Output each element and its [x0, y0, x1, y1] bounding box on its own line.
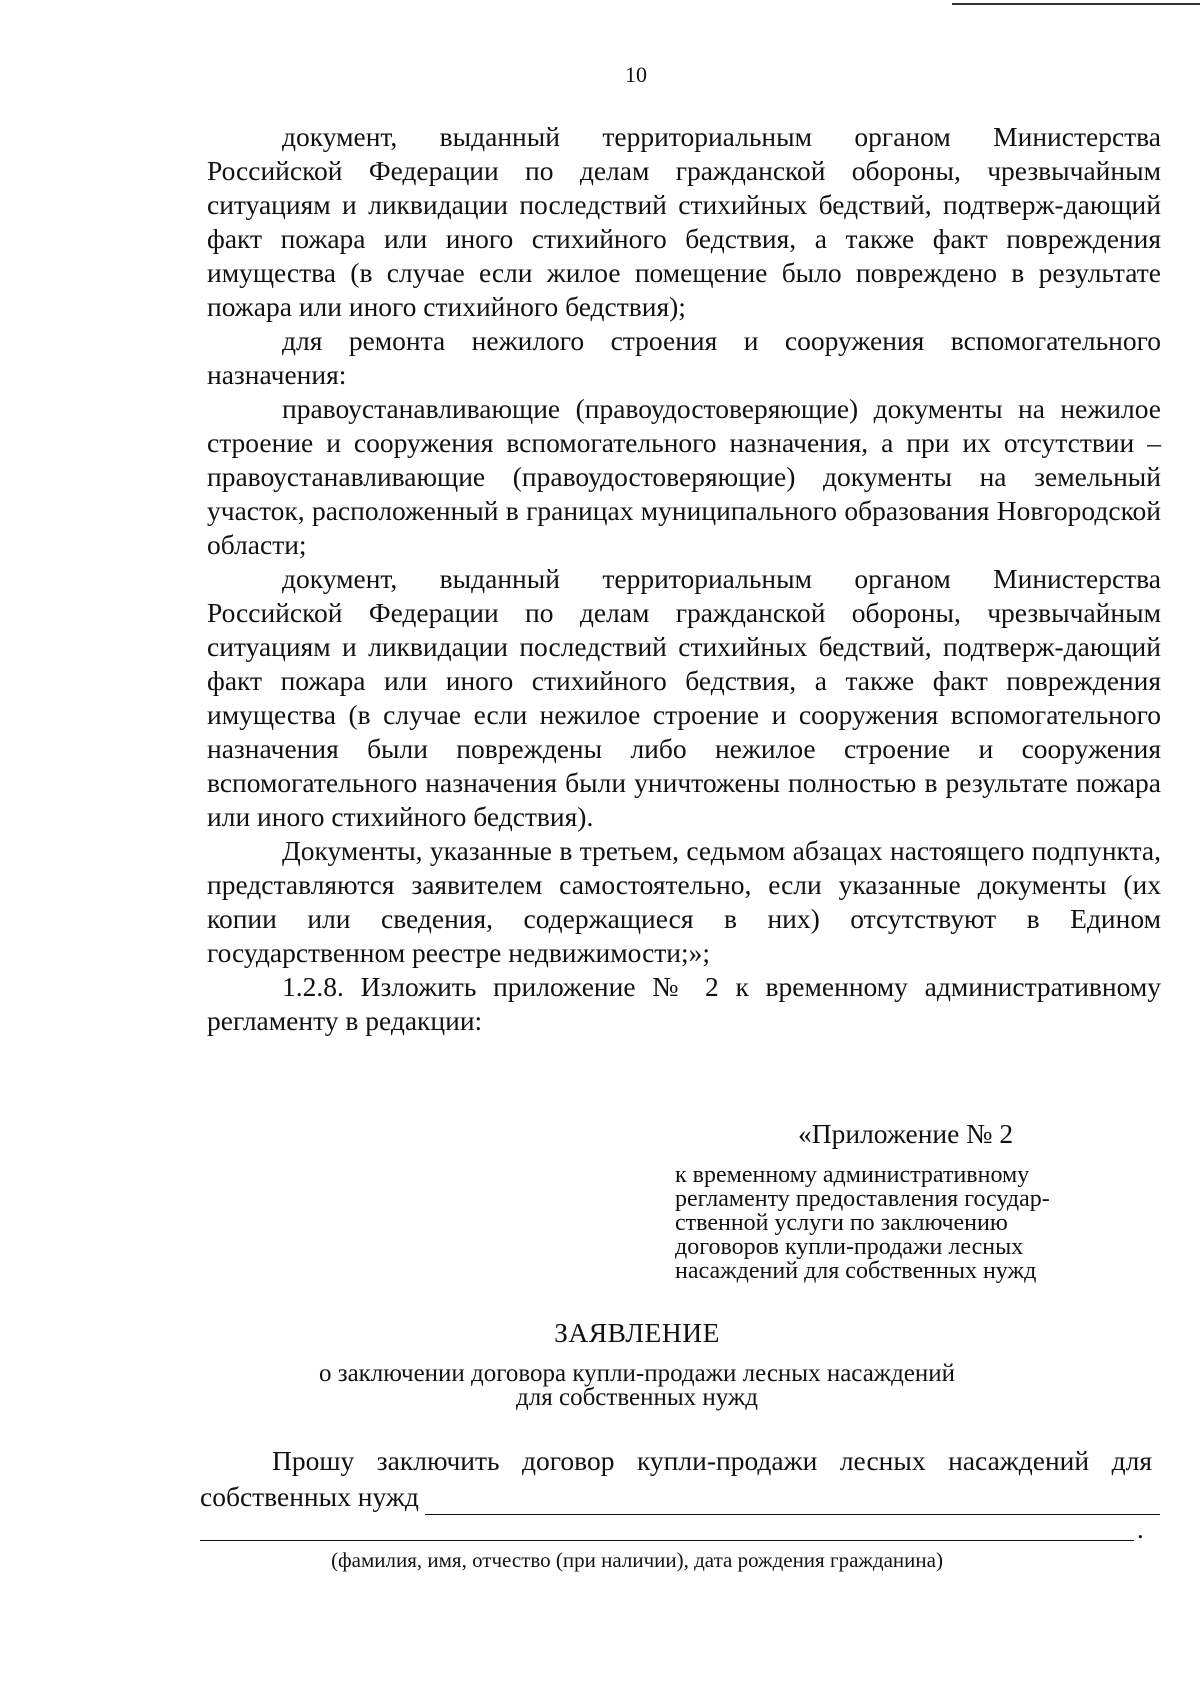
field-caption: (фамилия, имя, отчество (при наличии), дата рождения гражданина): [331, 1548, 943, 1572]
appendix-line: к временному административному: [675, 1162, 1030, 1188]
application-subtitle-line: о заключении договора купли-продажи лесных насаждений: [318, 1360, 956, 1387]
appendix-line: насаждений для собственных нужд: [675, 1258, 1037, 1284]
paragraph-nonresidential-repair: для ремонта нежилого строения и сооружения вспомогательного назначения:: [207, 325, 1161, 390]
appendix-title: «Приложение № 2: [798, 1118, 1014, 1149]
appendix-description: [675, 1163, 1175, 1283]
request-text-continued: собственных нужд: [200, 1481, 419, 1512]
application-subtitle: [74, 1362, 1200, 1410]
name-fill-field[interactable]: [425, 1486, 1160, 1515]
appendix-line: ственной услуги по заключению: [675, 1210, 1008, 1236]
request-fill-line: [200, 1479, 1152, 1515]
paragraph-fire-document-nonresidential: документ, выданный территориальным органом Министерства Российской Федерации по делам гражданской обороны, чрезвычайным ситуациям и ликвидации последствий стихийных бедствий, подтверж-дающий факт пожара или иного стихийного бедствия, а также факт повреждения имущества (в случае если нежилое строение и сооружения вспомогательного назначения были повреждены либо нежилое строение и сооружения вспомогательного назначения были уничтожены полностью в результате пожара или иного стихийного бедствия).: [207, 563, 1161, 832]
paragraph-amendment: 1.2.8. Изложить приложение № 2 к временному административному регламенту в редакции:: [207, 971, 1161, 1036]
page-number: 10: [625, 62, 647, 87]
request-text: Прошу заключить договор купли-продажи лесных насаждений для: [272, 1445, 1152, 1476]
name-fill-field-second-line[interactable]: [200, 1540, 1134, 1541]
document-body: [207, 120, 1161, 1038]
appendix-line: регламенту предоставления государ-: [675, 1186, 1050, 1212]
application-subtitle-line: для собственных нужд: [516, 1384, 758, 1411]
paragraph-fire-document-residential: документ, выданный территориальным органом Министерства Российской Федерации по делам гражданской обороны, чрезвычайным ситуациям и ликвидации последствий стихийных бедствий, подтверж-дающий факт пожара или иного стихийного бедствия, а также факт повреждения имущества (в случае если жилое помещение было повреждено в результате пожара или иного стихийного бедствия);: [207, 121, 1161, 322]
appendix-header: [675, 1117, 1175, 1283]
paragraph-title-documents: правоустанавливающие (правоудостоверяющие) документы на нежилое строение и сооружения вспомогательного назначения, а при их отсутствии – правоустанавливающие (правоудостоверяющие) документы на земельный участок, расположенный в границах муниципального образования Новгородской области;: [207, 393, 1161, 560]
top-edge-rule: [952, 3, 1200, 5]
appendix-line: договоров купли-продажи лесных: [675, 1234, 1024, 1260]
paragraph-documents-submission: Документы, указанные в третьем, седьмом абзацах настоящего подпункта, представляются заявителем самостоятельно, если указанные документы (их копии или сведения, содержащиеся в них) отсутствуют в Едином государственном реестре недвижимости;»;: [207, 835, 1161, 968]
end-dot: .: [1137, 1514, 1144, 1544]
application-title: ЗАЯВЛЕНИЕ: [554, 1317, 720, 1348]
request-block: [200, 1443, 1152, 1515]
